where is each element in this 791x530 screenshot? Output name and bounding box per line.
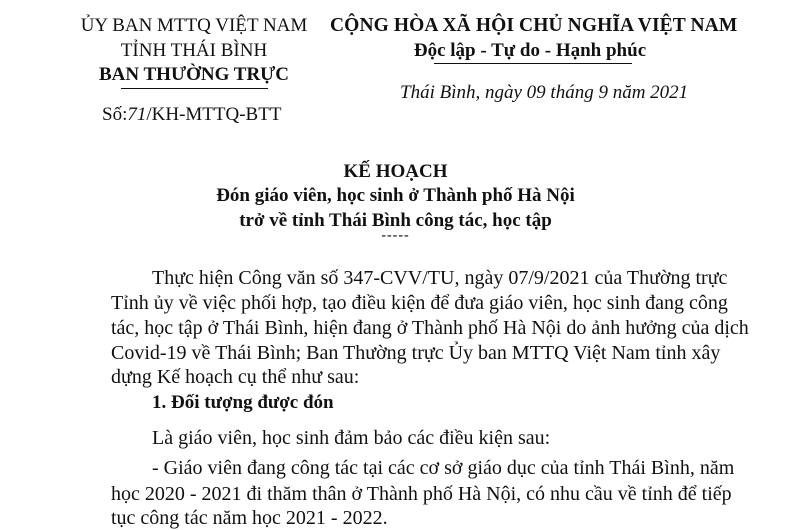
issuing-org-line1: ỦY BAN MTTQ VIỆT NAM [80, 15, 308, 36]
document-number-handwritten: 71 [127, 104, 147, 125]
national-title: CỘNG HÒA XÃ HỘI CHỦ NGHĨA VIỆT NAM [330, 15, 738, 36]
document-number-prefix: Số: [102, 104, 128, 125]
section1-item-line: tục công tác năm học 2021 - 2022. [111, 507, 388, 529]
national-motto: Độc lập - Tự do - Hạnh phúc [413, 40, 647, 61]
document-kind: KẾ HOẠCH [343, 161, 448, 182]
document-subject-line1: Đón giáo viên, học sinh ở Thành phố Hà Nội [216, 185, 575, 206]
intro-line: dựng Kế hoạch cụ thể như sau: [111, 366, 360, 388]
intro-line: Tỉnh ủy về việc phối hợp, tạo điều kiện để đưa giáo viên, học sinh đang công [111, 292, 728, 314]
intro-line: Thực hiện Công văn số 347-CVV/TU, ngày 07/9/2021 của Thường trực [152, 267, 728, 289]
issuing-org-line3: BAN THƯỜNG TRỰC [98, 64, 290, 85]
intro-line: tác, học tập ở Thái Bình, hiện đang ở Thành phố Hà Nội do ảnh hưởng của dịch [111, 317, 749, 339]
section1-lead: Là giáo viên, học sinh đảm bảo các điều kiện sau: [152, 427, 551, 449]
section1-item-line: học 2020 - 2021 đi thăm thân ở Thành phố Hà Nội, có nhu cầu về tỉnh để tiếp [111, 483, 732, 505]
section1-heading: 1. Đối tượng được đón [152, 392, 334, 413]
document-number-suffix: /KH-MTTQ-BTT [146, 104, 282, 125]
title-separator: ----- [381, 228, 410, 243]
document-subject-line2: trở về tỉnh Thái Bình công tác, học tập [239, 210, 552, 231]
intro-line: Covid-19 về Thái Bình; Ban Thường trực Ủy ban MTTQ Việt Nam tỉnh xây [111, 342, 721, 364]
section1-item-line: - Giáo viên đang công tác tại các cơ sở giáo dục của tỉnh Thái Bình, năm [152, 457, 735, 479]
issuing-org-line2: TỈNH THÁI BÌNH [120, 40, 268, 61]
motto-underline [434, 63, 632, 64]
document-date: Thái Bình, ngày 09 tháng 9 năm 2021 [400, 82, 689, 103]
issuing-org-underline [121, 88, 268, 89]
document-number [102, 104, 281, 126]
